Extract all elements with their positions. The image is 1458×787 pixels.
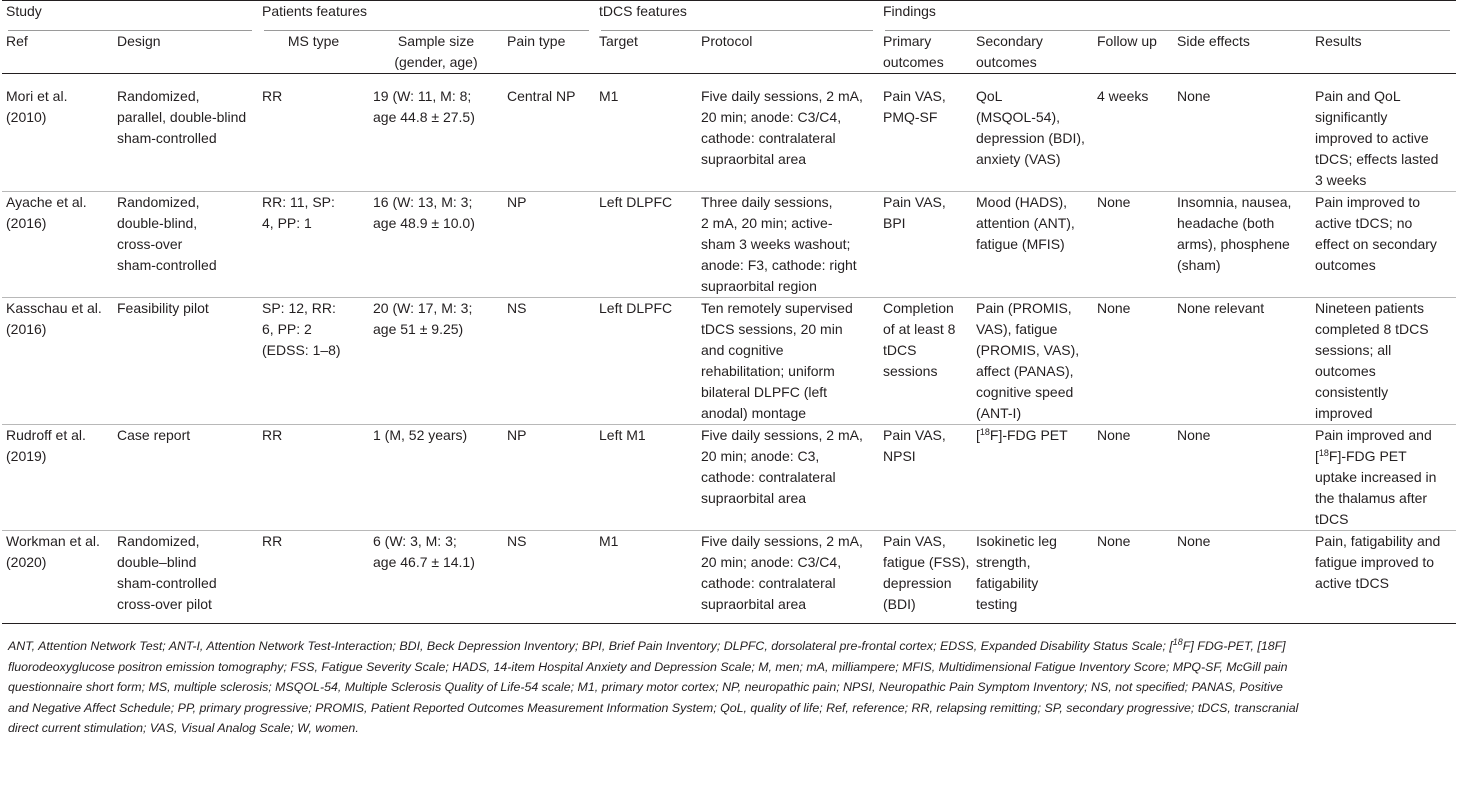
col-header-primary-outcomes-line: outcomes xyxy=(883,54,944,70)
cell-results-line: sessions; all xyxy=(1315,342,1392,358)
cell-secondary-outcomes-line: (ANT-I) xyxy=(976,405,1022,421)
cell-results-line: active tDCS xyxy=(1315,575,1389,591)
column-header-row xyxy=(2,31,1456,74)
cell-ms-type xyxy=(258,74,369,192)
col-header-protocol-line: Protocol xyxy=(701,33,753,49)
cell-follow-up-line: None xyxy=(1097,300,1131,316)
cell-target-line: M1 xyxy=(599,533,619,549)
cell-ref-line: Ayache et al. xyxy=(6,194,87,210)
cell-ms-type xyxy=(258,425,369,531)
cell-follow-up-line: None xyxy=(1097,427,1131,443)
cell-primary-outcomes-line: sessions xyxy=(883,363,938,379)
cell-primary-outcomes-line: Pain VAS, xyxy=(883,533,946,549)
cell-protocol-line: Three daily sessions, xyxy=(701,194,833,210)
footnote-line: questionnaire short form; MS, multiple sclerosis; MSQOL-54, Multiple Sclerosis Quality of Life-54 scale; M1, primary motor cortex; NP, neuropathic pain; NPSI, Neuropathic Pain Symptom Inventory; NS, not specified; PANAS, Positive xyxy=(8,680,1283,694)
cell-target xyxy=(595,531,697,624)
cell-results-line: Pain improved to xyxy=(1315,194,1421,210)
cell-design-line: double–blind xyxy=(117,554,197,570)
cell-results-line: active tDCS; no xyxy=(1315,215,1413,231)
cell-protocol-line: Ten remotely supervised xyxy=(701,300,853,316)
col-header-ref-line: Ref xyxy=(6,33,28,49)
cell-secondary-outcomes-line: cognitive speed xyxy=(976,384,1074,400)
cell-design xyxy=(113,192,258,298)
cell-primary-outcomes-line: PMQ-SF xyxy=(883,109,938,125)
cell-protocol-line: sham 3 weeks washout; xyxy=(701,236,851,252)
cell-design-line: Randomized, xyxy=(117,194,200,210)
cell-primary-outcomes-line: Pain VAS, xyxy=(883,427,946,443)
cell-protocol-line: supraorbital region xyxy=(701,278,817,294)
cell-design-line: parallel, double-blind xyxy=(117,109,247,125)
cell-results-line: outcomes xyxy=(1315,257,1376,273)
cell-results-line: the thalamus after xyxy=(1315,490,1428,506)
cell-follow-up-line: None xyxy=(1097,533,1131,549)
cell-secondary-outcomes-line: Mood (HADS), xyxy=(976,194,1068,210)
cell-side-effects-line: None xyxy=(1177,88,1211,104)
cell-secondary-outcomes-line: QoL xyxy=(976,88,1003,104)
cell-design-line: Case report xyxy=(117,427,191,443)
cell-results-line: fatigue improved to xyxy=(1315,554,1435,570)
cell-protocol xyxy=(697,531,879,624)
cell-target-line: Left DLPFC xyxy=(599,194,673,210)
cell-results-line: [$^{18}$F]-FDG PET xyxy=(1315,448,1407,464)
col-header-follow-up-line: Follow up xyxy=(1097,33,1157,49)
cell-ref xyxy=(2,531,113,624)
col-header-secondary-outcomes-line: outcomes xyxy=(976,54,1037,70)
cell-pain-type xyxy=(503,298,595,425)
cell-side-effects xyxy=(1173,531,1311,624)
cell-sample-size-line: age 46.7 ± 14.1) xyxy=(373,554,475,570)
cell-side-effects-line: (sham) xyxy=(1177,257,1221,273)
cell-ref-line: (2016) xyxy=(6,215,47,231)
cell-secondary-outcomes xyxy=(972,74,1093,192)
col-header-target xyxy=(595,31,697,74)
cell-side-effects-line: None xyxy=(1177,427,1211,443)
tdcs-studies-table xyxy=(2,0,1456,624)
cell-primary-outcomes xyxy=(879,425,972,531)
footnote-line: fluorodeoxyglucose positron emission tomography; FSS, Fatigue Severity Scale; HADS, 14-item Hospital Anxiety and Depression Scale; M, men; mA, milliampere; MFIS, Multidimensional Fatigue Inventory Score; MPQ-SF, McGill pain xyxy=(8,659,1288,674)
cell-secondary-outcomes-line: Isokinetic leg xyxy=(976,533,1057,549)
cell-results xyxy=(1311,192,1456,298)
cell-secondary-outcomes-line: attention (ANT), xyxy=(976,215,1075,231)
cell-protocol-line: anode: F3, cathode: right xyxy=(701,257,857,273)
cell-pain-type xyxy=(503,531,595,624)
cell-primary-outcomes-line: Pain VAS, xyxy=(883,194,946,210)
cell-ms-type xyxy=(258,298,369,425)
cell-sample-size-line: 16 (W: 13, M: 3; xyxy=(373,194,473,210)
cell-target xyxy=(595,74,697,192)
cell-design-line: Randomized, xyxy=(117,533,200,549)
cell-secondary-outcomes-line: depression (BDI), xyxy=(976,130,1085,146)
cell-sample-size-line: age 44.8 ± 27.5) xyxy=(373,109,475,125)
table-row xyxy=(2,425,1456,531)
cell-secondary-outcomes-line: (MSQOL-54), xyxy=(976,109,1061,125)
cell-sample-size-line: 20 (W: 17, M: 3; xyxy=(373,300,473,316)
cell-secondary-outcomes-line: anxiety (VAS) xyxy=(976,151,1061,167)
cell-ms-type xyxy=(258,531,369,624)
cell-results-line: effect on secondary xyxy=(1315,236,1437,252)
cell-secondary-outcomes-line: fatigue (MFIS) xyxy=(976,236,1065,252)
cell-protocol-line: cathode: contralateral xyxy=(701,130,836,146)
cell-ms-type-line: RR xyxy=(262,533,283,549)
cell-primary-outcomes xyxy=(879,192,972,298)
cell-design-line: Feasibility pilot xyxy=(117,300,209,316)
col-header-ms-type-line: MS type xyxy=(287,33,340,49)
cell-secondary-outcomes-line: VAS), fatigue xyxy=(976,321,1058,337)
cell-protocol-line: 20 min; anode: C3/C4, xyxy=(701,109,842,125)
cell-follow-up-line: 4 weeks xyxy=(1097,88,1149,104)
cell-protocol xyxy=(697,298,879,425)
col-header-ms-type xyxy=(258,31,369,74)
cell-pain-type-line: NP xyxy=(507,194,527,210)
cell-primary-outcomes-line: fatigue (FSS), xyxy=(883,554,970,570)
cell-follow-up xyxy=(1093,298,1173,425)
cell-sample-size-line: 6 (W: 3, M: 3; xyxy=(373,533,457,549)
cell-ref-line: Mori et al. xyxy=(6,88,68,104)
col-header-secondary-outcomes-line: Secondary xyxy=(976,33,1043,49)
cell-ref xyxy=(2,192,113,298)
cell-side-effects-line: None xyxy=(1177,533,1211,549)
cell-design xyxy=(113,298,258,425)
col-header-design xyxy=(113,31,258,74)
cell-sample-size-line: age 48.9 ± 10.0) xyxy=(373,215,475,231)
cell-protocol-line: cathode: contralateral xyxy=(701,469,836,485)
cell-results-line: tDCS xyxy=(1315,511,1349,527)
cell-protocol xyxy=(697,192,879,298)
cell-ms-type-line: 6, PP: 2 xyxy=(262,321,312,337)
cell-results xyxy=(1311,425,1456,531)
group-study: Study xyxy=(2,1,258,32)
cell-results-line: Pain and QoL xyxy=(1315,88,1401,104)
cell-protocol-line: supraorbital area xyxy=(701,151,807,167)
cell-follow-up xyxy=(1093,531,1173,624)
cell-primary-outcomes xyxy=(879,531,972,624)
cell-protocol-line: 20 min; anode: C3, xyxy=(701,448,820,464)
cell-results-line: Nineteen patients xyxy=(1315,300,1424,316)
cell-design-line: cross-over xyxy=(117,236,183,252)
group-header-row xyxy=(2,1,1456,32)
cell-primary-outcomes-line: BPI xyxy=(883,215,906,231)
cell-side-effects-line: arms), phosphene xyxy=(1177,236,1290,252)
cell-sample-size-line: 19 (W: 11, M: 8; xyxy=(373,88,472,104)
col-header-results xyxy=(1311,31,1456,74)
cell-ref-line: Rudroff et al. xyxy=(6,427,86,443)
cell-protocol-line: rehabilitation; uniform xyxy=(701,363,835,379)
cell-design-line: double-blind, xyxy=(117,215,198,231)
cell-protocol xyxy=(697,425,879,531)
cell-pain-type-line: Central NP xyxy=(507,88,576,104)
cell-results-line: Pain improved and xyxy=(1315,427,1432,443)
cell-side-effects xyxy=(1173,74,1311,192)
cell-secondary-outcomes-line: affect (PANAS), xyxy=(976,363,1074,379)
footnote-line: and Negative Affect Schedule; PP, primary progressive; PROMIS, Patient Reported Outcomes Measurement Information System; QoL, quality of life; Ref, reference; RR, relapsing remitting; SP, secondary progressive; tDCS, transcranial xyxy=(8,700,1299,715)
cell-protocol-line: Five daily sessions, 2 mA, xyxy=(701,88,863,104)
cell-primary-outcomes-line: of at least 8 xyxy=(883,321,956,337)
col-header-results-line: Results xyxy=(1315,33,1362,49)
cell-sample-size-line: age 51 ± 9.25) xyxy=(373,321,464,337)
cell-primary-outcomes-line: Pain VAS, xyxy=(883,88,946,104)
cell-results-line: tDCS; effects lasted xyxy=(1315,151,1439,167)
cell-protocol-line: and cognitive xyxy=(701,342,784,358)
cell-design xyxy=(113,425,258,531)
cell-design-line: sham-controlled xyxy=(117,257,217,273)
col-header-ref xyxy=(2,31,113,74)
cell-ref-line: (2016) xyxy=(6,321,47,337)
cell-results xyxy=(1311,74,1456,192)
cell-ref-line: (2019) xyxy=(6,448,47,464)
cell-protocol-line: tDCS sessions, 20 min xyxy=(701,321,843,337)
cell-pain-type-line: NS xyxy=(507,300,527,316)
cell-protocol-line: supraorbital area xyxy=(701,596,807,612)
cell-results-line: 3 weeks xyxy=(1315,172,1367,188)
cell-protocol-line: 20 min; anode: C3/C4, xyxy=(701,554,842,570)
cell-design-line: sham-controlled xyxy=(117,130,217,146)
cell-protocol-line: cathode: contralateral xyxy=(701,575,836,591)
cell-design xyxy=(113,531,258,624)
group-patients-features: Patients features xyxy=(258,1,595,32)
cell-sample-size xyxy=(369,192,503,298)
col-header-design-line: Design xyxy=(117,33,161,49)
cell-ref xyxy=(2,74,113,192)
cell-target xyxy=(595,192,697,298)
cell-secondary-outcomes-line: (PROMIS, VAS), xyxy=(976,342,1080,358)
cell-sample-size xyxy=(369,74,503,192)
cell-secondary-outcomes-line: testing xyxy=(976,596,1018,612)
cell-side-effects xyxy=(1173,425,1311,531)
table-footnote xyxy=(8,636,1450,739)
cell-follow-up xyxy=(1093,74,1173,192)
cell-target-line: M1 xyxy=(599,88,619,104)
cell-follow-up xyxy=(1093,192,1173,298)
cell-ms-type xyxy=(258,192,369,298)
cell-results xyxy=(1311,298,1456,425)
col-header-protocol xyxy=(697,31,879,74)
cell-protocol-line: Five daily sessions, 2 mA, xyxy=(701,533,863,549)
cell-results xyxy=(1311,531,1456,624)
col-header-side-effects-line: Side effects xyxy=(1177,33,1250,49)
cell-side-effects-line: None relevant xyxy=(1177,300,1265,316)
cell-protocol-line: bilateral DLPFC (left xyxy=(701,384,828,400)
cell-results-line: outcomes xyxy=(1315,363,1376,379)
cell-design-line: sham-controlled xyxy=(117,575,217,591)
cell-results-line: improved to active xyxy=(1315,130,1429,146)
cell-sample-size xyxy=(369,531,503,624)
cell-results-line: significantly xyxy=(1315,109,1388,125)
cell-secondary-outcomes-line: fatigability xyxy=(976,575,1039,591)
cell-secondary-outcomes xyxy=(972,192,1093,298)
cell-results-line: completed 8 tDCS xyxy=(1315,321,1429,337)
cell-secondary-outcomes-line: strength, xyxy=(976,554,1031,570)
col-header-pain-type-line: Pain type xyxy=(507,33,566,49)
cell-ms-type-line: 4, PP: 1 xyxy=(262,215,312,231)
cell-pain-type-line: NS xyxy=(507,533,527,549)
table-row xyxy=(2,192,1456,298)
col-header-sample-size-line: Sample size xyxy=(397,33,475,49)
cell-follow-up xyxy=(1093,425,1173,531)
cell-primary-outcomes-line: Completion xyxy=(883,300,954,316)
cell-secondary-outcomes xyxy=(972,531,1093,624)
cell-pain-type xyxy=(503,192,595,298)
cell-secondary-outcomes xyxy=(972,298,1093,425)
cell-side-effects xyxy=(1173,192,1311,298)
cell-results-line: improved xyxy=(1315,405,1373,421)
table-row xyxy=(2,74,1456,192)
cell-protocol-line: supraorbital area xyxy=(701,490,807,506)
cell-primary-outcomes-line: tDCS xyxy=(883,342,917,358)
cell-protocol-line: anodal) montage xyxy=(701,405,807,421)
cell-results-line: consistently xyxy=(1315,384,1389,400)
cell-follow-up-line: None xyxy=(1097,194,1131,210)
footnote-line: direct current stimulation; VAS, Visual Analog Scale; W, women. xyxy=(8,721,359,735)
cell-secondary-outcomes xyxy=(972,425,1093,531)
cell-ref-line: Kasschau et al. xyxy=(6,300,102,316)
col-header-sample-size xyxy=(369,31,503,74)
cell-ref-line: (2020) xyxy=(6,554,47,570)
cell-target-line: Left DLPFC xyxy=(599,300,673,316)
cell-ms-type-line: SP: 12, RR: xyxy=(262,300,336,316)
cell-ms-type-line: RR xyxy=(262,88,283,104)
group-tdcs-features: tDCS features xyxy=(595,1,879,32)
cell-primary-outcomes-line: depression xyxy=(883,575,952,591)
cell-design xyxy=(113,74,258,192)
cell-target-line: Left M1 xyxy=(599,427,646,443)
cell-primary-outcomes-line: (BDI) xyxy=(883,596,916,612)
cell-ref xyxy=(2,298,113,425)
cell-pain-type xyxy=(503,74,595,192)
cell-primary-outcomes-line: NPSI xyxy=(883,448,916,464)
col-header-sample-size-line: (gender, age) xyxy=(394,54,478,70)
cell-target xyxy=(595,298,697,425)
cell-ms-type-line: RR xyxy=(262,427,283,443)
cell-sample-size xyxy=(369,425,503,531)
cell-secondary-outcomes-line: [$^{18}$F]-FDG PET xyxy=(976,427,1068,443)
cell-sample-size xyxy=(369,298,503,425)
col-header-target-line: Target xyxy=(599,33,638,49)
cell-ms-type-line: RR: 11, SP: xyxy=(262,194,335,210)
cell-results-line: Pain, fatigability and xyxy=(1315,533,1441,549)
col-header-secondary-outcomes xyxy=(972,31,1093,74)
cell-design-line: cross-over pilot xyxy=(117,596,212,612)
cell-ms-type-line: (EDSS: 1–8) xyxy=(262,342,341,358)
cell-design-line: Randomized, xyxy=(117,88,200,104)
table-row xyxy=(2,531,1456,624)
col-header-pain-type xyxy=(503,31,595,74)
col-header-follow-up xyxy=(1093,31,1173,74)
table-row xyxy=(2,298,1456,425)
cell-ref-line: Workman et al. xyxy=(6,533,100,549)
cell-ref xyxy=(2,425,113,531)
cell-pain-type-line: NP xyxy=(507,427,527,443)
cell-protocol-line: 2 mA, 20 min; active- xyxy=(701,215,833,231)
cell-protocol-line: Five daily sessions, 2 mA, xyxy=(701,427,863,443)
group-findings: Findings xyxy=(879,1,1456,32)
cell-primary-outcomes xyxy=(879,298,972,425)
cell-side-effects-line: headache (both xyxy=(1177,215,1275,231)
cell-pain-type xyxy=(503,425,595,531)
cell-side-effects xyxy=(1173,298,1311,425)
cell-ref-line: (2010) xyxy=(6,109,47,125)
col-header-side-effects xyxy=(1173,31,1311,74)
table-body xyxy=(2,74,1456,624)
cell-target xyxy=(595,425,697,531)
cell-side-effects-line: Insomnia, nausea, xyxy=(1177,194,1292,210)
cell-primary-outcomes xyxy=(879,74,972,192)
footnote-line: ANT, Attention Network Test; ANT-I, Attention Network Test-Interaction; BDI, Beck Depression Inventory; BPI, Brief Pain Inventory; DLPFC, dorsolateral pre-frontal cortex; EDSS, Expanded Disability Status Scale; [$^{18}$F] FDG-PET, [18F] xyxy=(8,637,1286,653)
col-header-primary-outcomes-line: Primary xyxy=(883,33,932,49)
cell-results-line: uptake increased in xyxy=(1315,469,1437,485)
cell-sample-size-line: 1 (M, 52 years) xyxy=(373,427,468,443)
col-header-primary-outcomes xyxy=(879,31,972,74)
cell-secondary-outcomes-line: Pain (PROMIS, xyxy=(976,300,1072,316)
cell-protocol xyxy=(697,74,879,192)
